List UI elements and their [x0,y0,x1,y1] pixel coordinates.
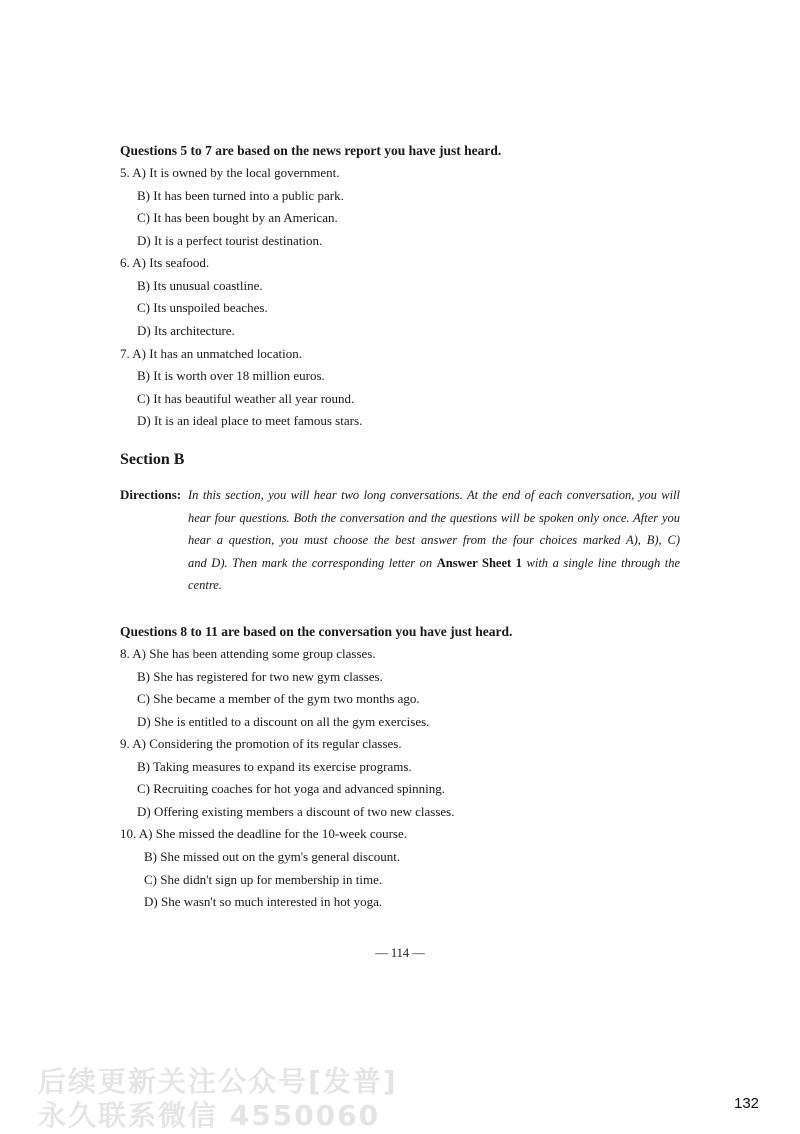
q7-option-c: C) It has beautiful weather all year round. [137,391,355,406]
q8-option-b: B) She has registered for two new gym classes. [137,669,383,684]
q9-option-a: 9. A) Considering the promotion of its regular classes. [120,736,402,751]
q10-option-b: B) She missed out on the gym's general discount. [144,849,401,864]
q10-option-c: C) She didn't sign up for membership in time. [144,872,383,887]
directions-line-4 [188,556,680,571]
q10-option-d: D) She wasn't so much interested in hot yoga. [144,894,383,909]
page-number: — 114 — [375,946,425,960]
q9-option-b: B) Taking measures to expand its exercise programs. [137,759,412,774]
q7-option-b: B) It is worth over 18 million euros. [137,368,325,383]
answer-sheet-label: Answer Sheet 1 [436,556,522,570]
q7-option-d: D) It is an ideal place to meet famous stars. [137,413,363,428]
q5-option-a: 5. A) It is owned by the local government. [120,165,340,180]
q5-option-d: D) It is a perfect tourist destination. [137,233,323,248]
q7-option-a: 7. A) It has an unmatched location. [120,346,302,361]
directions-line-1: In this section, you will hear two long conversations. At the end of each conversation, you will [188,488,680,502]
directions-label: Directions: [120,487,182,502]
questions-5-7-heading: Questions 5 to 7 are based on the news report you have just heard. [120,143,502,158]
watermark-line-2: 永久联系微信 4550060 [38,1099,381,1132]
q10-option-a: 10. A) She missed the deadline for the 10-week course. [120,826,408,841]
directions-line-2: hear four questions. Both the conversation and the questions will be spoken only once. After you [188,511,680,525]
q6-option-b: B) Its unusual coastline. [137,278,263,293]
q9-option-c: C) Recruiting coaches for hot yoga and advanced spinning. [137,781,445,796]
q9-option-d: D) Offering existing members a discount of two new classes. [137,804,455,819]
q6-option-d: D) Its architecture. [137,323,235,338]
questions-8-11-heading: Questions 8 to 11 are based on the conversation you have just heard. [120,624,513,639]
q5-option-b: B) It has been turned into a public park. [137,188,344,203]
watermark-line-1: 后续更新关注公众号[发普] [38,1065,398,1098]
q8-option-a: 8. A) She has been attending some group classes. [120,646,376,661]
directions-line-3: hear a question, you must choose the best answer from the four choices marked A), B), C) [188,533,680,547]
q8-option-c: C) She became a member of the gym two months ago. [137,691,420,706]
section-b-title: Section B [120,451,185,468]
q8-option-d: D) She is entitled to a discount on all the gym exercises. [137,714,430,729]
q6-option-c: C) Its unspoiled beaches. [137,300,268,315]
corner-page-number: 132 [734,1095,760,1112]
directions-line-4-start: and D). Then mark the corresponding letter on [188,556,437,570]
q6-option-a: 6. A) Its seafood. [120,255,210,270]
directions-line-4-end: with a single line through the [521,556,681,570]
directions-line-5: centre. [188,578,222,592]
q5-option-c: C) It has been bought by an American. [137,210,338,225]
